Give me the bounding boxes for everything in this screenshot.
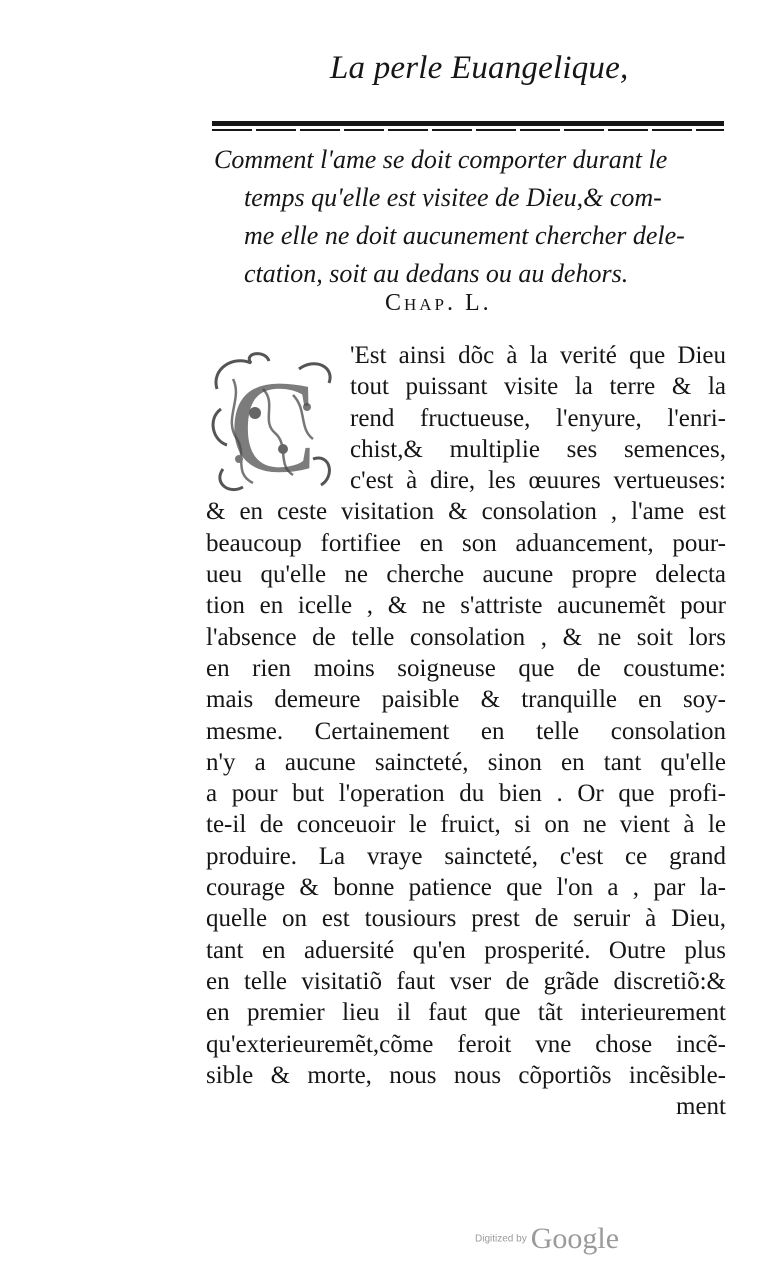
body-line: sible & morte, nous nous cõportiõs incẽsible- <box>206 1061 726 1089</box>
digitized-watermark <box>475 1222 619 1256</box>
body-line: chist,& multiplie ses semences, <box>350 435 726 463</box>
body-line: c'est à dire, les œuures vertueuses: <box>350 467 726 495</box>
body-line: & en ceste visitation & consolation , l'ame est <box>206 498 726 526</box>
body-line: en telle visitatiõ faut vser de grãde discretiõ:& <box>206 967 726 995</box>
body-line: en premier lieu il faut que tãt interieurement <box>206 999 726 1027</box>
body-line: mais demeure paisible & tranquille en soy- <box>206 686 726 714</box>
body-line: mesme. Certainement en telle consolation <box>206 717 726 745</box>
body-line: tion en icelle , & ne s'attriste aucunemẽt pour <box>206 592 726 620</box>
body-line: courage & bonne patience que l'on a , par la- <box>206 874 726 902</box>
watermark-prefix: Digitized by <box>475 1233 527 1245</box>
body-text <box>206 340 726 1122</box>
body-line: l'absence de telle consolation , & ne soit lors <box>206 623 726 651</box>
chapter-title-line: me elle ne doit aucunement chercher dele- <box>244 221 685 250</box>
body-line: ueu qu'elle ne cherche aucune propre delecta <box>206 561 726 589</box>
watermark-brand: Google <box>530 1222 620 1255</box>
body-line: tant en aduersité qu'en prosperité. Outre plus <box>206 936 726 964</box>
chapter-number: Chap. L. <box>385 290 492 316</box>
body-line: a pour but l'operation du bien . Or que profi- <box>206 780 726 808</box>
chapter-title-line: temps qu'elle est visitee de Dieu,& com- <box>244 183 662 212</box>
catchword: ment <box>676 1093 726 1121</box>
chapter-title-line: ctation, soit au dedans ou au dehors. <box>244 259 629 288</box>
header-rule <box>212 121 724 126</box>
chapter-title-line: Comment l'ame se doit comporter durant le <box>214 145 668 174</box>
body-line: qu'exterieuremẽt,cõme feroit vne chose incẽ- <box>206 1030 726 1058</box>
body-line: en rien moins soigneuse que de coustume: <box>206 654 726 682</box>
chapter-title <box>214 141 734 293</box>
body-line: rend fructueuse, l'enyure, l'enri- <box>350 404 726 432</box>
body-line: produire. La vraye saincteté, c'est ce grand <box>206 842 726 870</box>
running-head: La perle Euangelique, <box>330 50 629 86</box>
body-line: 'Est ainsi dõc à la verité que Dieu <box>350 342 726 369</box>
body-line: beaucoup fortifiee en son aduancement, pour- <box>206 529 726 557</box>
body-line: te-il de conceuoir le fruict, si on ne vient à le <box>206 811 726 839</box>
body-line: tout puissant visite la terre & la <box>350 373 726 401</box>
body-line: n'y a aucune saincteté, sinon en tant qu'elle <box>206 748 726 776</box>
initial-letter: C <box>228 353 318 499</box>
body-line: quelle on est tousiours prest de seruir à Dieu, <box>206 905 726 933</box>
